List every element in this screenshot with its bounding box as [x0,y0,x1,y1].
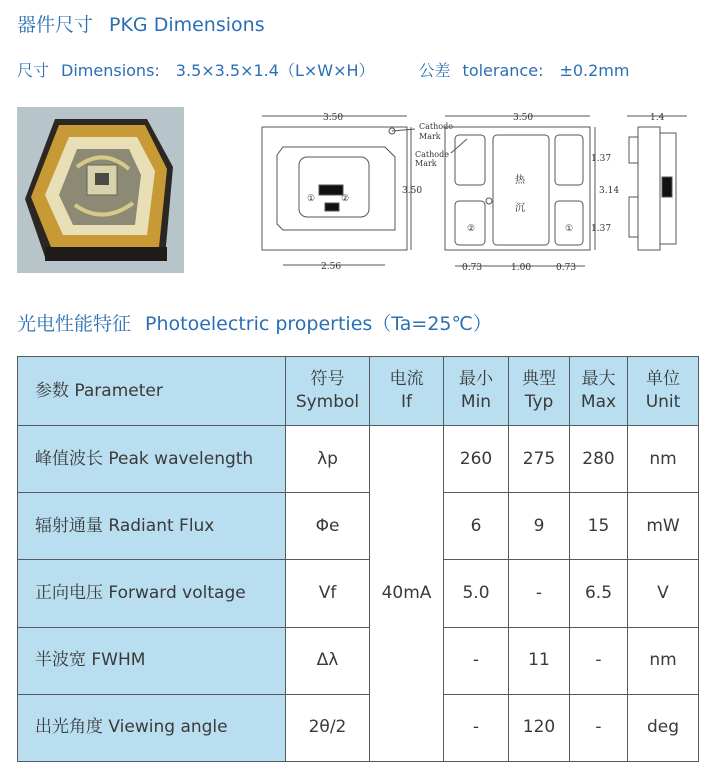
row-param: 辐射通量 Radiant Flux [18,493,286,560]
side-view [627,113,687,250]
row-typ: 275 [509,426,570,493]
top-pad2-label: ② [341,194,350,204]
header-max: 最大 Max [570,357,628,426]
top-width-label: 3.50 [323,113,344,123]
row-min: 260 [444,426,509,493]
table-row [18,694,699,761]
header-typ: 典型 Typ [509,357,570,426]
row-unit: V [628,560,699,627]
table-row [18,493,699,560]
row-typ: 11 [509,627,570,694]
cathode-mark-1a: Cathode [419,122,453,131]
pkg-heading-zh: 器件尺寸 [17,14,94,36]
row-unit: deg [628,694,699,761]
row-symbol: Vf [286,560,370,627]
row-max: 6.5 [570,560,628,627]
row-symbol: Φe [286,493,370,560]
tolerance-label-zh: 公差 [418,61,451,80]
table-row [18,426,699,493]
bottom-wmid-label: 1.00 [511,263,532,273]
row-min: 6 [444,493,509,560]
row-param: 半波宽 FWHM [18,627,286,694]
bottom-h2-label: 1.37 [591,224,612,234]
dims-value: 3.5×3.5×1.4（L×W×H） [175,61,375,80]
bottom-htotal-label: 3.14 [599,186,620,196]
row-max: - [570,627,628,694]
cathode-mark-2a: Cathode [415,150,449,159]
header-min: 最小 Min [444,357,509,426]
top-height-label: 3.50 [402,186,423,196]
photo-heading-en: Photoelectric properties（Ta=25℃） [145,313,492,335]
table-row [18,560,699,627]
cathode-mark-1b: Mark [419,132,441,141]
tolerance-label-en: tolerance: [462,61,544,80]
heatsink-char-1: 热 [515,175,525,186]
header-symbol: 符号 Symbol [286,357,370,426]
bottom-view [415,113,619,273]
tolerance-value: ±0.2mm [559,61,630,80]
row-symbol: Δλ [286,627,370,694]
photo-heading-zh: 光电性能特征 [17,313,132,335]
bottom-h1-label: 1.37 [591,154,612,164]
dims-label-zh: 尺寸 [17,61,50,80]
row-max: - [570,694,628,761]
side-thickness-label: 1.4 [650,113,665,123]
bottom-w2-label: 0.73 [556,263,577,273]
row-typ: - [509,560,570,627]
row-symbol: λp [286,426,370,493]
row-min: - [444,694,509,761]
pkg-heading-en: PKG Dimensions [109,14,265,36]
current-cell: 40mA [370,426,444,762]
cathode-mark-2b: Mark [415,159,437,168]
row-symbol: 2θ/2 [286,694,370,761]
top-bottom-label: 2.56 [321,262,342,272]
dimensions-line [17,58,629,81]
photoelectric-heading [17,309,492,336]
row-max: 280 [570,426,628,493]
row-param: 出光角度 Viewing angle [18,694,286,761]
bottom-width-label: 3.50 [513,113,534,123]
bottom-pad1-label: ① [565,224,574,234]
row-param: 峰值波长 Peak wavelength [18,426,286,493]
table-row [18,627,699,694]
bottom-pad2-label: ② [467,224,476,234]
row-typ: 9 [509,493,570,560]
header-current: 电流 If [370,357,444,426]
row-unit: nm [628,426,699,493]
heatsink-char-2: 沉 [515,203,525,214]
row-typ: 120 [509,694,570,761]
table-header-row [18,357,699,426]
dims-label-en: Dimensions: [61,61,160,80]
row-param: 正向电压 Forward voltage [18,560,286,627]
row-unit: mW [628,493,699,560]
top-view [262,113,453,272]
bottom-w1-label: 0.73 [462,263,483,273]
dimension-drawing [255,105,700,275]
row-min: 5.0 [444,560,509,627]
pkg-heading [17,10,265,37]
properties-table [17,356,699,762]
row-max: 15 [570,493,628,560]
led-photo [17,107,184,273]
row-unit: nm [628,627,699,694]
header-parameter: 参数 Parameter [18,357,286,426]
row-min: - [444,627,509,694]
header-unit: 单位 Unit [628,357,699,426]
top-pad1-label: ① [307,194,316,204]
